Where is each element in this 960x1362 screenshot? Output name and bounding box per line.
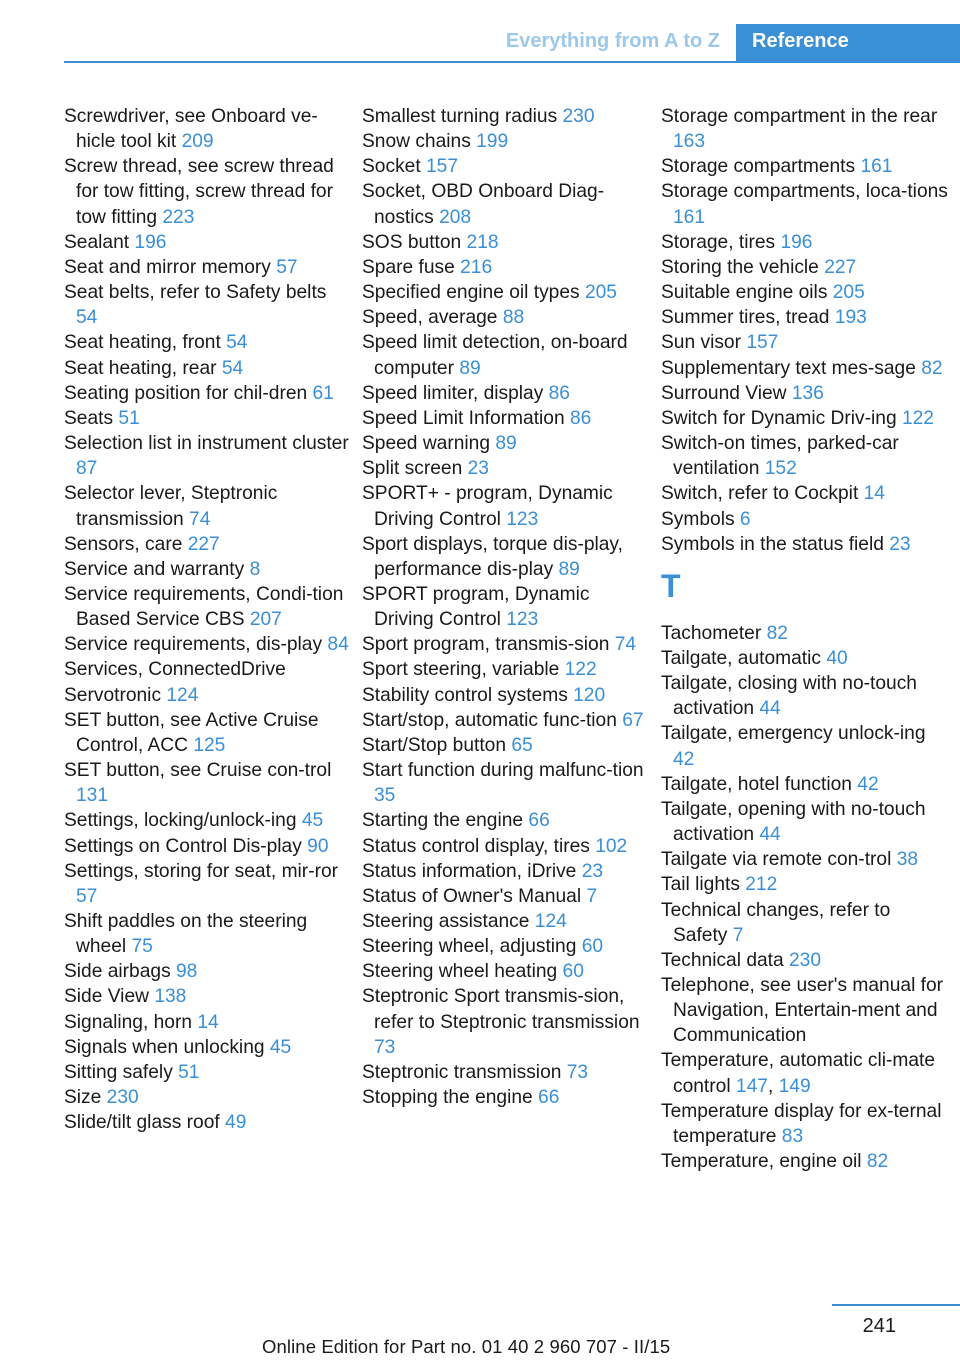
index-entry-text: Tailgate, hotel function bbox=[661, 773, 858, 795]
index-entry bbox=[64, 557, 352, 582]
index-entry bbox=[661, 1048, 949, 1098]
index-entry-text: Sport steering, variable bbox=[362, 659, 565, 681]
index-entry bbox=[64, 657, 352, 682]
index-entry-text: Tailgate, opening with no-touch activation bbox=[661, 798, 926, 846]
index-entry-text: Seat heating, rear bbox=[64, 357, 222, 379]
index-entry bbox=[362, 733, 650, 758]
index-entry-text: Screwdriver, see Onboard ve-hicle tool kit bbox=[64, 106, 318, 153]
index-entry-text: Sitting safely bbox=[64, 1061, 179, 1083]
index-entry-text: Stopping the engine bbox=[362, 1087, 539, 1109]
index-entry-text: Storage compartments, loca-tions bbox=[661, 181, 948, 203]
page-reference-link[interactable]: 23 bbox=[581, 860, 604, 882]
index-entry bbox=[64, 909, 352, 959]
index-entry bbox=[362, 129, 650, 154]
index-entry bbox=[362, 230, 650, 255]
index-entry-text: Start/stop, automatic func-tion bbox=[362, 709, 623, 731]
index-entry-text: Service and warranty bbox=[64, 558, 250, 580]
page-reference-link[interactable]: 199 bbox=[476, 131, 509, 153]
index-entry-text: Service requirements, dis-play bbox=[64, 634, 328, 656]
index-entry bbox=[661, 532, 949, 557]
index-entry-text: Switch, refer to Cockpit bbox=[661, 483, 864, 505]
index-entry bbox=[362, 330, 650, 380]
index-entry bbox=[362, 683, 650, 708]
page-reference-link[interactable]: 73 bbox=[566, 1061, 589, 1083]
page-reference-link[interactable]: 230 bbox=[562, 106, 595, 127]
page-reference-link[interactable]: 74 bbox=[614, 634, 637, 656]
index-entry bbox=[362, 1060, 650, 1085]
index-entry-text: SPORT program, Dynamic Driving Control bbox=[362, 583, 590, 631]
page-reference-link[interactable]: 138 bbox=[154, 986, 187, 1008]
index-entry-text: Switch-on times, parked-car ventilation bbox=[661, 433, 899, 480]
index-entry-text: Split screen bbox=[362, 458, 468, 480]
page-reference-link[interactable]: 14 bbox=[197, 1011, 219, 1033]
page-reference-link[interactable]: 57 bbox=[76, 885, 98, 907]
page-reference-link[interactable]: 89 bbox=[495, 433, 517, 455]
index-entry-text: Settings, storing for seat, mir-ror bbox=[64, 860, 339, 882]
index-entry bbox=[362, 808, 650, 833]
page-reference-link[interactable]: 147 bbox=[735, 1075, 768, 1097]
page-reference-link[interactable]: 212 bbox=[745, 874, 778, 896]
page-reference-link[interactable]: 73 bbox=[374, 1036, 396, 1058]
index-column-1 bbox=[64, 104, 352, 1135]
page-reference-link[interactable]: 45 bbox=[301, 810, 324, 832]
index-entry bbox=[64, 356, 352, 381]
page-reference-link[interactable]: 102 bbox=[595, 835, 628, 857]
index-entry bbox=[64, 808, 352, 833]
page-reference-link[interactable]: 8 bbox=[249, 558, 261, 580]
page-reference-link[interactable]: 51 bbox=[118, 407, 140, 429]
page-reference-link[interactable]: 66 bbox=[538, 1087, 560, 1109]
index-entry bbox=[661, 280, 949, 305]
footer-edition: Online Edition for Part no. 01 40 2 960 707 - II/15 bbox=[262, 1336, 671, 1357]
page-reference-link[interactable]: 66 bbox=[528, 810, 550, 832]
index-entry bbox=[661, 671, 949, 721]
index-entry-text: Selection list in instrument cluster bbox=[64, 433, 349, 455]
index-entry-text: Speed, average bbox=[362, 307, 503, 329]
index-entry bbox=[64, 1035, 352, 1060]
index-entry-text: Selector lever, Steptronic transmission bbox=[64, 483, 278, 530]
index-entry bbox=[64, 708, 352, 758]
page-reference-link[interactable]: 14 bbox=[863, 483, 885, 505]
index-entry bbox=[661, 230, 949, 255]
page-reference-link[interactable]: 65 bbox=[511, 734, 533, 756]
index-entry-text: Socket, OBD Onboard Diag-nostics bbox=[362, 181, 605, 228]
page-number: 241 bbox=[862, 1315, 896, 1337]
index-entry-text: Tailgate, emergency unlock-ing bbox=[661, 723, 926, 745]
index-entry bbox=[661, 356, 949, 381]
page-reference-link[interactable]: 61 bbox=[312, 382, 334, 404]
page-reference-link[interactable]: 67 bbox=[622, 709, 644, 731]
page-reference-link[interactable]: 98 bbox=[176, 961, 198, 983]
index-entry-text: Sensors, care bbox=[64, 533, 188, 555]
index-entry bbox=[661, 481, 949, 506]
page-reference-link[interactable]: 89 bbox=[558, 558, 580, 580]
page-reference-link[interactable]: 193 bbox=[834, 307, 867, 329]
index-entry bbox=[661, 621, 949, 646]
index-entry-text: Side airbags bbox=[64, 961, 176, 983]
page-reference-link[interactable]: 230 bbox=[789, 949, 822, 971]
index-entry-text: Storage, tires bbox=[661, 231, 781, 253]
index-entry-text: Sealant bbox=[64, 231, 135, 253]
page-reference-link[interactable]: 196 bbox=[780, 231, 813, 253]
page-reference-link[interactable]: 227 bbox=[824, 256, 857, 278]
index-column-2 bbox=[362, 104, 650, 1110]
page-reference-link[interactable]: 74 bbox=[189, 508, 211, 530]
index-entry-text: Sun visor bbox=[661, 332, 747, 354]
index-entry bbox=[64, 406, 352, 431]
index-entry bbox=[64, 959, 352, 984]
page-reference-link[interactable]: 123 bbox=[506, 508, 539, 530]
index-entry-text: Signals when unlocking bbox=[64, 1036, 270, 1058]
page-reference-link[interactable]: 38 bbox=[896, 849, 919, 871]
index-entry-text: Suitable engine oils bbox=[661, 282, 833, 304]
header-section-title: Everything from A to Z bbox=[505, 30, 720, 52]
index-entry-text: Telephone, see user's manual for Navigation, Entertain-ment and Communication bbox=[661, 975, 944, 1047]
page-reference-link[interactable]: 124 bbox=[534, 911, 567, 932]
index-entry bbox=[362, 834, 650, 859]
index-entry-text: Seats bbox=[64, 407, 119, 429]
index-entry-text: Specified engine oil types bbox=[362, 282, 585, 304]
page-reference-link[interactable]: 131 bbox=[76, 785, 109, 807]
index-entry-text: Smallest turning radius bbox=[362, 106, 563, 127]
index-entry bbox=[362, 708, 650, 733]
index-entry bbox=[64, 683, 352, 708]
page-reference-link[interactable]: 7 bbox=[586, 885, 598, 907]
index-entry-text: Status information, iDrive bbox=[362, 860, 582, 882]
index-entry bbox=[362, 884, 650, 909]
page-reference-link[interactable]: 196 bbox=[134, 231, 167, 253]
header-rule bbox=[64, 61, 960, 63]
index-entry bbox=[362, 255, 650, 280]
index-entry-text: Snow chains bbox=[362, 131, 477, 153]
index-entry-text: Service requirements, Condi-tion Based Service CBS bbox=[64, 583, 344, 631]
index-entry bbox=[362, 381, 650, 406]
index-entry bbox=[362, 456, 650, 481]
index-entry bbox=[661, 305, 949, 330]
index-entry-text: Sport displays, torque dis-play, performance dis-play bbox=[362, 533, 623, 580]
page-reference-link[interactable]: 54 bbox=[226, 332, 248, 354]
index-entry-text: Size bbox=[64, 1087, 107, 1109]
index-entry bbox=[362, 632, 650, 657]
page-reference-link[interactable]: 230 bbox=[106, 1087, 139, 1109]
page-reference-link[interactable]: 86 bbox=[548, 382, 570, 404]
page-reference-link[interactable]: 163 bbox=[673, 131, 706, 153]
page-reference-link[interactable]: 7 bbox=[732, 924, 744, 946]
page-reference-link[interactable]: 227 bbox=[187, 533, 220, 555]
page-reference-link[interactable]: 60 bbox=[581, 936, 604, 958]
page-reference-link[interactable]: 49 bbox=[225, 1112, 247, 1134]
page-reference-link[interactable]: 44 bbox=[759, 824, 781, 846]
page-reference-link[interactable]: 136 bbox=[791, 382, 824, 404]
index-entry-text: Sport program, transmis-sion bbox=[362, 634, 615, 656]
index-entry bbox=[362, 481, 650, 531]
index-entry bbox=[64, 104, 352, 154]
index-entry bbox=[362, 582, 650, 632]
index-entry-text: Temperature, engine oil bbox=[661, 1151, 867, 1173]
page-reference-link[interactable]: 42 bbox=[857, 773, 879, 795]
page-reference-link[interactable]: 60 bbox=[562, 961, 584, 983]
index-entry bbox=[661, 973, 949, 1048]
page-reference-link[interactable]: 122 bbox=[564, 659, 597, 681]
index-entry-text: Speed Limit Information bbox=[362, 407, 570, 429]
index-entry bbox=[661, 1149, 949, 1174]
page-reference-link[interactable]: 82 bbox=[921, 357, 943, 379]
index-entry-text: Symbols bbox=[661, 508, 740, 530]
index-entry-text: Supplementary text mes-sage bbox=[661, 357, 922, 379]
index-entry-text: SET button, see Cruise con-trol bbox=[64, 760, 332, 782]
index-entry bbox=[362, 934, 650, 959]
index-entry bbox=[661, 1099, 949, 1149]
page-reference-link[interactable]: 23 bbox=[889, 533, 911, 555]
index-entry-text: Socket bbox=[362, 156, 426, 178]
index-entry bbox=[661, 721, 949, 771]
index-entry-text: Steering wheel, adjusting bbox=[362, 936, 582, 958]
index-entry-text: Surround View bbox=[661, 382, 792, 404]
index-entry-text: Spare fuse bbox=[362, 256, 461, 278]
index-entry bbox=[362, 859, 650, 884]
index-entry bbox=[661, 646, 949, 671]
index-entry-text: Tailgate via remote con-trol bbox=[661, 849, 897, 871]
index-entry bbox=[64, 984, 352, 1009]
page-reference-link[interactable]: 83 bbox=[781, 1125, 804, 1147]
index-entry-text: Status control display, tires bbox=[362, 835, 596, 857]
index-entry bbox=[64, 758, 352, 808]
index-letter-heading: T bbox=[661, 567, 681, 604]
index-entry bbox=[362, 959, 650, 984]
index-entry bbox=[362, 1085, 650, 1110]
page-reference-link[interactable]: 223 bbox=[162, 206, 195, 228]
index-entry bbox=[64, 280, 352, 330]
index-entry bbox=[661, 948, 949, 973]
index-entry bbox=[661, 431, 949, 481]
index-entry-text: Speed limit detection, on-board computer bbox=[362, 332, 628, 379]
index-entry-text: Storage compartments bbox=[661, 156, 861, 178]
index-ref-separator: , bbox=[767, 1075, 779, 1097]
index-entry bbox=[64, 1085, 352, 1110]
index-entry bbox=[64, 381, 352, 406]
index-entry bbox=[661, 507, 949, 532]
index-entry bbox=[661, 797, 949, 847]
index-entry-text: Start function during malfunc-tion bbox=[362, 760, 644, 782]
index-entry-text: Seat heating, front bbox=[64, 332, 227, 354]
index-entry bbox=[661, 330, 949, 355]
index-entry bbox=[64, 230, 352, 255]
page-reference-link[interactable]: 123 bbox=[506, 609, 539, 631]
index-entry bbox=[64, 1010, 352, 1035]
index-entry bbox=[362, 406, 650, 431]
page-reference-link[interactable]: 207 bbox=[249, 609, 282, 631]
index-entry bbox=[64, 532, 352, 557]
page-reference-link[interactable]: 51 bbox=[178, 1061, 200, 1083]
index-entry bbox=[362, 758, 650, 808]
index-entry-text: Tailgate, closing with no-touch activation bbox=[661, 673, 917, 720]
index-entry-text: Stability control systems bbox=[362, 684, 574, 706]
index-entry bbox=[661, 104, 949, 154]
index-entry-text: Switch for Dynamic Driv-ing bbox=[661, 407, 902, 429]
index-entry bbox=[362, 657, 650, 682]
index-entry bbox=[362, 305, 650, 330]
index-entry bbox=[661, 179, 949, 229]
index-entry bbox=[661, 847, 949, 872]
index-entry bbox=[362, 179, 650, 229]
page-reference-link[interactable]: 208 bbox=[439, 206, 472, 228]
index-entry-text: Seating position for chil-dren bbox=[64, 382, 313, 404]
index-entry bbox=[64, 431, 352, 481]
index-entry bbox=[362, 154, 650, 179]
index-entry bbox=[64, 1110, 352, 1135]
footer-rule bbox=[832, 1304, 960, 1306]
index-entry-text: Screw thread, see screw thread for tow fitting, screw thread for tow fitting bbox=[64, 156, 334, 228]
index-entry bbox=[362, 104, 650, 129]
page-reference-link[interactable]: 152 bbox=[764, 458, 797, 480]
index-entry-text: Settings on Control Dis-play bbox=[64, 835, 308, 857]
page-reference-link[interactable]: 89 bbox=[459, 357, 481, 379]
page-reference-link[interactable]: 35 bbox=[374, 785, 396, 807]
page-reference-link[interactable]: 124 bbox=[166, 684, 199, 706]
page-reference-link[interactable]: 209 bbox=[181, 131, 214, 153]
index-entry-text: Servotronic bbox=[64, 684, 167, 706]
index-entry-text: Status of Owner's Manual bbox=[362, 885, 587, 907]
page-reference-link[interactable]: 125 bbox=[193, 734, 226, 756]
page-reference-link[interactable]: 205 bbox=[584, 282, 617, 304]
index-entry bbox=[661, 255, 949, 280]
page-reference-link[interactable]: 82 bbox=[866, 1151, 889, 1173]
index-entry-text: Speed warning bbox=[362, 433, 496, 455]
index-entry-text: Tail lights bbox=[661, 874, 746, 896]
page-reference-link[interactable]: 75 bbox=[131, 936, 153, 958]
index-entry-text: Tailgate, automatic bbox=[661, 647, 827, 669]
index-entry-text: Shift paddles on the steering wheel bbox=[64, 911, 308, 958]
index-entry-text: Speed limiter, display bbox=[362, 382, 549, 404]
index-entry-text: Tachometer bbox=[661, 622, 767, 644]
index-entry bbox=[661, 154, 949, 179]
page-reference-link[interactable]: 216 bbox=[460, 256, 493, 278]
index-entry-text: Symbols in the status field bbox=[661, 533, 890, 555]
page-reference-link[interactable]: 90 bbox=[307, 835, 329, 857]
page-reference-link[interactable]: 161 bbox=[673, 206, 706, 228]
page-reference-link[interactable]: 218 bbox=[466, 231, 499, 253]
index-entry-text: Temperature display for ex-ternal temperature bbox=[661, 1100, 942, 1147]
page-reference-link[interactable]: 54 bbox=[76, 307, 98, 329]
index-entry bbox=[64, 632, 352, 657]
index-entry bbox=[64, 255, 352, 280]
index-entry-text: SET button, see Active Cruise Control, ACC bbox=[64, 709, 319, 756]
index-entry-text: Storing the vehicle bbox=[661, 256, 825, 278]
index-entry-text: Temperature, automatic cli-mate control bbox=[661, 1050, 936, 1097]
index-entry bbox=[64, 154, 352, 229]
page-reference-link[interactable]: 57 bbox=[276, 256, 298, 278]
index-entry bbox=[362, 280, 650, 305]
index-entry-text: Steering assistance bbox=[362, 911, 535, 932]
page-reference-link[interactable]: 87 bbox=[76, 458, 98, 480]
index-entry-text: SPORT+ - program, Dynamic Driving Control bbox=[362, 483, 613, 530]
page-reference-link[interactable]: 122 bbox=[901, 407, 934, 429]
page-reference-link[interactable]: 84 bbox=[327, 634, 349, 656]
page-reference-link[interactable]: 23 bbox=[467, 458, 489, 480]
index-entry bbox=[661, 772, 949, 797]
index-entry bbox=[64, 834, 352, 859]
page-reference-link[interactable]: 161 bbox=[860, 156, 893, 178]
page-reference-link[interactable]: 157 bbox=[426, 156, 459, 178]
index-entry bbox=[362, 431, 650, 456]
index-entry bbox=[362, 532, 650, 582]
index-entry bbox=[661, 381, 949, 406]
index-entry bbox=[661, 872, 949, 897]
page-reference-link[interactable]: 44 bbox=[759, 698, 781, 720]
index-entry-text: Signaling, horn bbox=[64, 1011, 198, 1033]
page-reference-link[interactable]: 54 bbox=[221, 357, 244, 379]
index-entry bbox=[64, 481, 352, 531]
index-entry-text: Storage compartment in the rear bbox=[661, 106, 938, 127]
index-entry-text: Steptronic Sport transmis-sion, refer to Steptronic transmission bbox=[362, 986, 640, 1033]
index-entry-text: Steptronic transmission bbox=[362, 1061, 567, 1083]
index-entry-text: Start/Stop button bbox=[362, 734, 512, 756]
page-reference-link[interactable]: 42 bbox=[673, 748, 695, 770]
index-entry-text: Settings, locking/unlock-ing bbox=[64, 810, 302, 832]
page-reference-link[interactable]: 40 bbox=[826, 647, 848, 669]
page-reference-link[interactable]: 6 bbox=[739, 508, 751, 530]
index-entry bbox=[362, 984, 650, 1059]
page-reference-link[interactable]: 45 bbox=[269, 1036, 292, 1058]
index-entry-text: Services, ConnectedDrive bbox=[64, 659, 286, 681]
page-reference-link[interactable]: 120 bbox=[573, 684, 606, 706]
index-entry-text: Technical changes, refer to Safety bbox=[661, 899, 891, 946]
index-entry bbox=[64, 1060, 352, 1085]
index-entry-text: Summer tires, tread bbox=[661, 307, 835, 329]
index-entry-text: Seat and mirror memory bbox=[64, 256, 277, 278]
index-entry bbox=[661, 898, 949, 948]
index-entry-text: Seat belts, refer to Safety belts bbox=[64, 282, 327, 304]
index-column-3 bbox=[661, 104, 949, 1174]
index-entry bbox=[362, 909, 650, 934]
header-reference-tab: Reference bbox=[736, 24, 960, 61]
index-entry-text: Side View bbox=[64, 986, 155, 1008]
index-entry-text: Starting the engine bbox=[362, 810, 529, 832]
index-entry-text: Technical data bbox=[661, 949, 789, 971]
page-reference-link[interactable]: 82 bbox=[766, 622, 788, 644]
index-entry-text: SOS button bbox=[362, 231, 467, 253]
index-entry-text: Slide/tilt glass roof bbox=[64, 1112, 226, 1134]
index-entry bbox=[64, 859, 352, 909]
index-entry bbox=[64, 582, 352, 632]
page-reference-link[interactable]: 88 bbox=[502, 307, 525, 329]
index-entry bbox=[661, 406, 949, 431]
index-entry-text: Steering wheel heating bbox=[362, 961, 563, 983]
page-reference-link[interactable]: 86 bbox=[569, 407, 592, 429]
page-reference-link[interactable]: 157 bbox=[746, 332, 779, 354]
index-entry bbox=[64, 330, 352, 355]
page-reference-link[interactable]: 149 bbox=[778, 1075, 811, 1097]
page-reference-link[interactable]: 205 bbox=[832, 282, 865, 304]
